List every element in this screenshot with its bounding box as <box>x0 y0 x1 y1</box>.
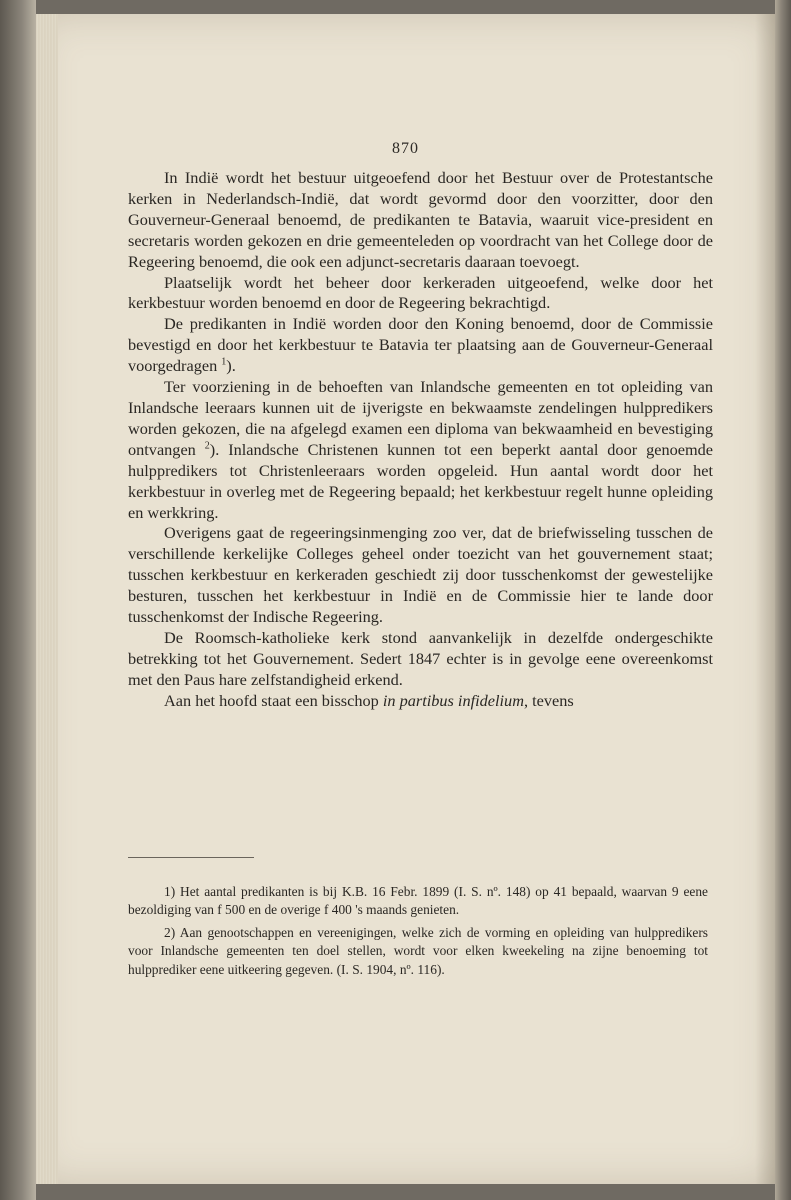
main-text <box>128 168 713 712</box>
paragraph-6: De Roomsch-katholieke kerk stond aanvankelijk in dezelfde ondergeschikte betrekking tot het Gouvernement. Sedert 1847 echter is in gevolge eene overeenkomst met den Paus hare zelfstandigheid erkend. <box>128 627 713 689</box>
paragraph-3 <box>128 314 713 377</box>
gutter-shade <box>755 14 775 1184</box>
paragraph-7-text-b: , tevens <box>523 690 574 710</box>
scan-right-edge <box>775 0 791 1200</box>
paragraph-7-italic: in partibus infidelium <box>382 690 524 710</box>
paragraph-4 <box>128 377 713 523</box>
footnote-rule <box>128 857 254 858</box>
book-page <box>36 14 775 1184</box>
footnote-ref-2: 2 <box>204 440 210 452</box>
footnote-ref-1: 1 <box>221 356 227 368</box>
footnote-2: 2) Aan genootschappen en vereenigingen, welke zich de vorming en opleiding van hulppredikers voor Inlandsche gemeenten ten doel stellen, wordt voor elken kweekeling na zijne benoeming tot hulpprediker eene uitkeering gegeven. (I. S. 1904, nº. 116). <box>128 924 708 977</box>
paragraph-4-text-a: Ter voorziening in de behoeften van Inlandsche gemeenten en tot opleiding van Inlandsche leeraars kunnen uit de ijverigste en bekwaamste zendelingen hulppredikers worden gekozen, die na afgelegd examen een diploma van bekwaamheid en bevestiging ontvangen <box>128 377 713 459</box>
page-stack-edge <box>36 14 58 1184</box>
paragraph-3-text: De predikanten in Indië worden door den Koning benoemd, door de Commissie bevestigd en door het kerkbestuur te Batavia ter plaatsing aan de Gouverneur-Generaal voorgedragen <box>128 314 713 376</box>
footnote-1: 1) Het aantal predikanten is bij K.B. 16 Febr. 1899 (I. S. nº. 148) op 41 bepaald, waarvan 9 eene bezoldiging van f 500 en de overige f 400 's maands genieten. <box>128 884 708 918</box>
scan-left-edge <box>0 0 36 1200</box>
paragraph-1: In Indië wordt het bestuur uitgeoefend door het Bestuur over de Protestantsche kerken in Nederlandsch-Indië, dat wordt gevormd door den voorzitter, door den Gouverneur-Generaal benoemd, de predikanten te Batavia, waaruit vice-president en secretaris worden gekozen en drie gemeenteleden op voordracht van het College door de Regeering benoemd, die ook een adjunct-secretaris daaraan toevoegt. <box>128 168 713 271</box>
paragraph-3-end: ). <box>226 356 236 376</box>
paragraph-4-text-b: ). Inlandsche Christenen kunnen tot een beperkt aantal door genoemde hulppredikers tot Christenleeraars worden opgeleid. Hun aantal wordt door het kerkbestuur in overleg met de Regeering bepaald; het kerkbestuur regelt hunne opleiding en werkkring. <box>128 439 713 522</box>
paragraph-7 <box>128 691 713 712</box>
paragraph-7-text-a: Aan het hoofd staat een bisschop <box>164 690 379 710</box>
paragraph-5: Overigens gaat de regeeringsinmenging zoo ver, dat de briefwisseling tusschen de verschillende kerkelijke Colleges geheel onder toezicht van het gouvernement staat; tusschen kerkbestuur en kerkeraden geschiedt zij door tusschenkomst der gewestelijke besturen, tusschen het kerkbestuur in Indië en de Commissie hier te lande door tusschenkomst der Indische Regeering. <box>128 523 713 627</box>
paragraph-2: Plaatselijk wordt het beheer door kerkeraden uitgeoefend, welke door het kerkbestuur worden benoemd en door de Regeering bekrachtigd. <box>128 272 713 313</box>
footnotes <box>128 883 708 983</box>
page-number: 870 <box>392 140 419 157</box>
